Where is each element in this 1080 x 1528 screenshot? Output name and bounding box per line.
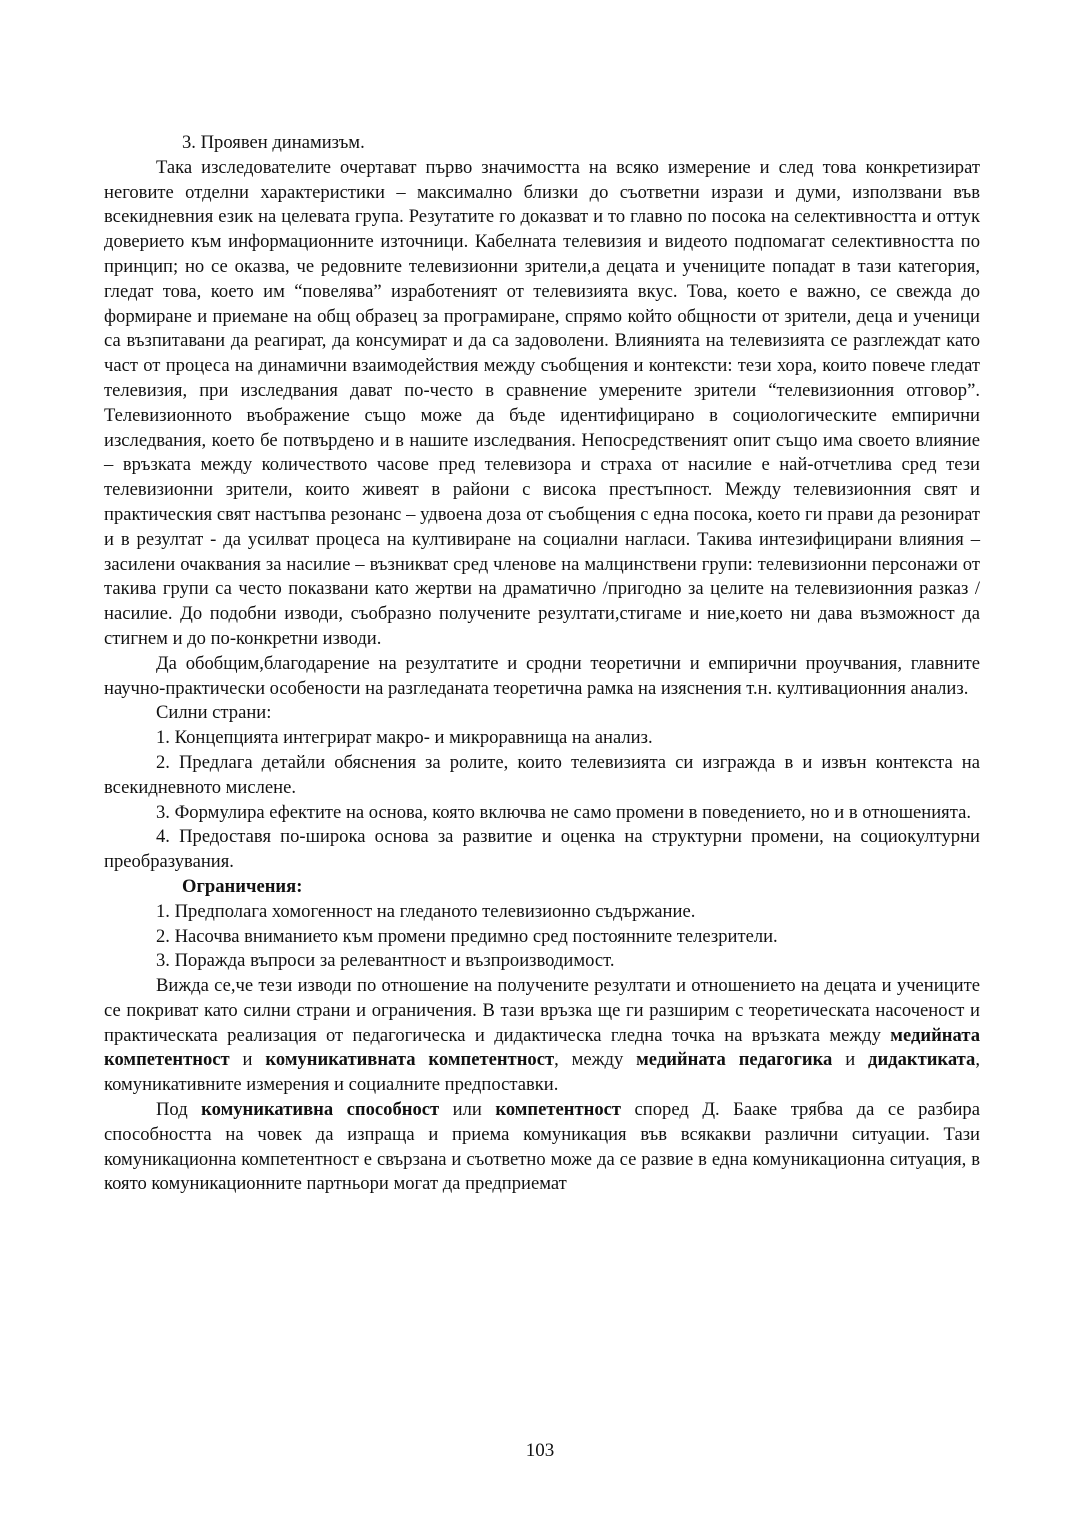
strength-item-1: 1. Концепцията интегрират макро- и микроравнища на анализ. (156, 727, 653, 749)
paragraph-research: Така изследователите очертават първо значимостта на всяко измерение и след това конкретизират неговите отделни характеристики – максимално близки до съответни изрази и думи, използвани във всекидневния език на целевата група. Резутатите го доказват и то главно по посока на селективността и оттук доверието към информационните източници. Кабелната телевизия и видеото подпомагат селективността по принцип; но се оказва, че редовните телевизионни зрители,а децата и учениците попадат в тази категория, гледат това, което им “повелява” изработеният от телевизията вкус. Това, което е важно, се свежда до формиране и приемане на общ образец за програмиране, спрямо който общности от зрители, деца и ученици са възпитавани да реагират, да консумират и да са задоволени. Влиянията на телевизията се разглеждат като част от процеса на динамични взаимодействия между съобщения и контексти: тези хора, които повече гледат телевизия, при изследвания дават по-често в сравнение умерените зрители “телевизионния отговор”. Телевизионното въображение също може да бъде идентифицирано в социологическите емпирични изследвания, което бе потвърдено и в нашите изследвания. Непосредственият опит също има своето влияние – връзката между количеството часове пред телевизора и страха от насилие е най-отчетлива сред тези телевизионни зрители, които живеят в райони с висока престъпност. Между телевизионния свят и практическия свят настъпва резонанс – удвоена доза от съобщения с една посока, което ги прави да резонират и в резултат - да усилват процеса на култивиране на социални нагласи. Такива интезифицирани влияния – засилени очаквания за насилие – възникват сред членове на малцинствени групи: телевизионни персонажи от такива групи са често показвани като жертви на драматично /пригодно за целите на телевизионния разказ / насилие. До подобни изводи, съобразно получените резултати,стигаме и ние,което ни дава възможност да стигнем и до по-конкретни изводи. (104, 156, 980, 649)
bold-term: медийната педагогика (636, 1049, 833, 1071)
limitation-item-3: 3. Поражда въпроси за релевантност и възпроизводимост. (156, 950, 615, 972)
strength-item-4: 4. Предоставя по-широка основа за развитие и оценка на структурни промени, на социокултурни преобразувания. (104, 826, 980, 873)
text-span: или (439, 1099, 496, 1121)
bold-term: комуникативната компетентност (265, 1049, 555, 1071)
text-span: Вижда се,че тези изводи по отношение на получените резултати и отношението на децата и учениците се покриват като силни страни и ограничения. В тази връзка ще ги разширим с теоретическата насоченост и практическата реализация от педагогическа и дидактическа гледна точка на връзката между (104, 975, 980, 1046)
text-span: и (832, 1049, 869, 1071)
bold-term: дидактиката (868, 1049, 976, 1071)
paragraph-summary: Да обобщим,благодарение на резултатите и сродни теоретични и емпирични проучвания, главните научно-практически особености на разгледаната теоретична рамка на изяснения т.н. култивационния анализ. (104, 652, 980, 699)
page-number: 103 (525, 1440, 555, 1461)
paragraph-competence-link (104, 974, 980, 1098)
text-span: , комуникативните измерения и социалните предпоставки. (104, 1049, 980, 1096)
paragraph-communicative-ability (104, 1098, 980, 1197)
document-body (104, 131, 980, 1197)
strength-item-2: 2. Предлага детайли обяснения за ролите, които телевизията си изгражда в и извън контекста на всекидневното мислене. (104, 751, 980, 798)
text-span: , между (554, 1049, 637, 1071)
strength-item-3: 3. Формулира ефектите на основа, която включва не само промени в поведението, но и в отношенията. (156, 801, 971, 823)
bold-term: комуникативна способност (201, 1099, 440, 1121)
limitation-item-1: 1. Предполага хомогенност на гледаното телевизионно съдържание. (156, 900, 696, 922)
text-span: според Д. Бааке трябва да се разбира способността на човек да изпраща и приема комуникация във всякакви различни ситуации. Тази комуникационна компетентност е свързана и съответно може да се развие в една комуникационна ситуация, в която комуникационните партньори могат да предприемат (104, 1099, 980, 1195)
bold-term: медийната компетентност (104, 1024, 980, 1071)
strengths-heading: Силни страни: (156, 702, 272, 724)
paragraph-dynamism: 3. Проявен динамизъм. (182, 132, 365, 153)
limitations-heading: Ограничения: (182, 875, 303, 897)
text-span: Под (156, 1099, 202, 1121)
limitation-item-2: 2. Насочва вниманието към промени предимно сред постоянните телезрители. (156, 925, 778, 947)
bold-term: компетентност (495, 1099, 622, 1121)
text-span: и (229, 1049, 266, 1071)
